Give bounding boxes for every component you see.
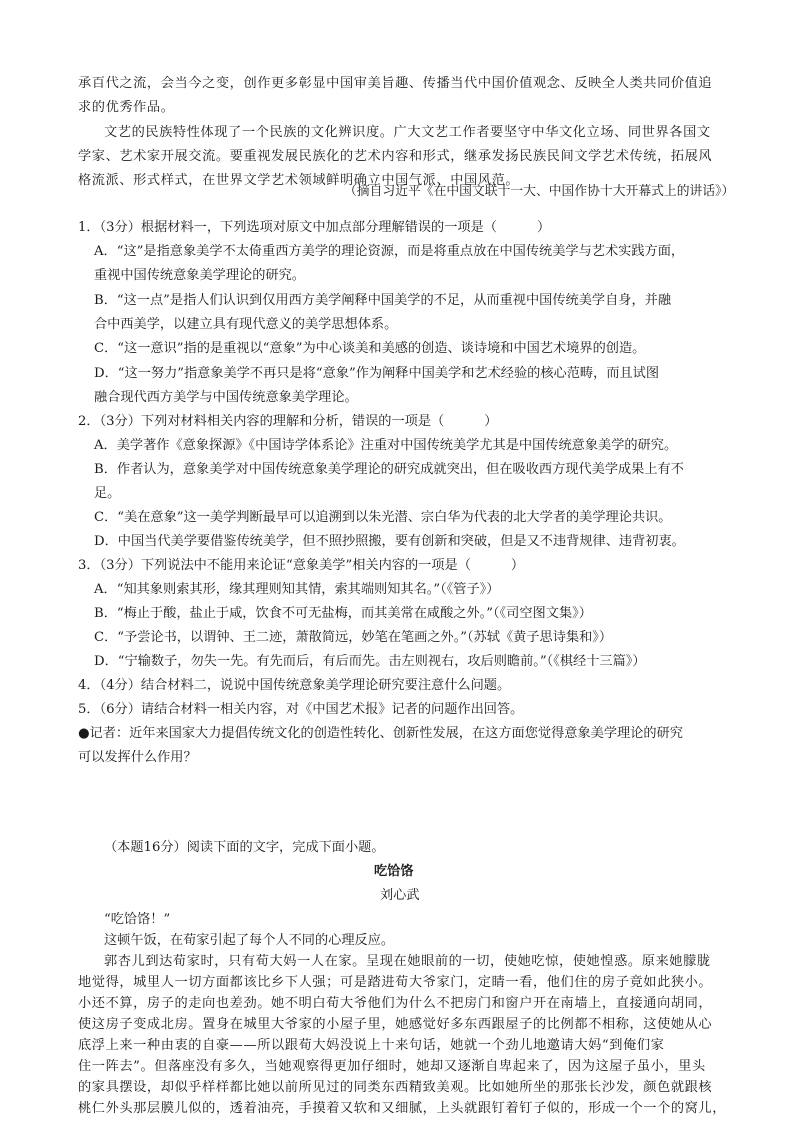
question-1: 1．（3分）根据材料一，下列选项对原文中加点部分理解错误的一项是（ ） bbox=[78, 220, 551, 235]
story-line: “吃饸饹！” bbox=[104, 912, 171, 927]
q1-option: D．“这一努力”指意象美学不再只是将“意象”作为阐释中国美学和艺术经验的核心范畴，而且试图 bbox=[94, 366, 660, 381]
story-line: 底浮上来一种由衷的自豪——所以跟荀大妈没说上十来句话，她就一个劲儿地邀请大妈“到俺们家 bbox=[78, 1038, 665, 1053]
q3-option: B．“梅止于酸，盐止于咸，饮食不可无盐梅，而其美常在咸酸之外。”（《司空图文集》） bbox=[94, 606, 592, 621]
source-citation: （摘自习近平《在中国文联十一大、中国作协十大开幕式上的讲话》） bbox=[344, 184, 735, 199]
story-line: 住一阵去”。但落座没有多久，当她观察得更加仔细时，她却又逐渐自卑起来了，因为这屋子虽小，里头 bbox=[78, 1059, 706, 1074]
story-line: 桃仁外头那层膜儿似的，透着油亮，手摸着又软和又细腻，上头就跟钉着钉子似的，形成一个一个的窝儿， bbox=[78, 1101, 727, 1116]
question-4: 4．（4分）结合材料二，说说中国传统意象美学理论研究要注意什么问题。 bbox=[78, 678, 511, 693]
q2-option: A．美学著作《意象探源》《中国诗学体系论》注重对中国传统美学尤其是中国传统意象美学的研究。 bbox=[94, 438, 678, 453]
reporter-question-line: 可以发挥什么作用？ bbox=[78, 750, 197, 765]
reporter-question-line: ●记者：近年来国家大力提倡传统文化的创造性转化、创新性发展，在这方面您觉得意象美学理论的研究 bbox=[78, 726, 683, 741]
q1-option: A．“这”是指意象美学不太倚重西方美学的理论资源，而是将重点放在中国传统美学与艺术实践方面， bbox=[94, 244, 685, 259]
material3-line: 学家、艺术家开展交流。要重视发展民族化的艺术内容和形式，继承发扬民族民间文学艺术传统，拓展风 bbox=[78, 149, 713, 164]
q2-option: D．中国当代美学要借鉴传统美学，但不照抄照搬，要有创新和突破，但是又不违背规律、违背初衷。 bbox=[94, 534, 685, 549]
story-author: 刘心武 bbox=[380, 888, 420, 903]
question-2: 2．（3分）下列对材料相关内容的理解和分析，错误的一项是（ ） bbox=[78, 414, 498, 429]
material3-line: 承百代之流，会当今之变，创作更多彰显中国审美旨趣、传播当代中国价值观念、反映全人类共同价值追 bbox=[78, 76, 713, 91]
story-title: 吃饸饹 bbox=[374, 864, 414, 879]
q1-option: C．“这一意识”指的是重视以“意象”为中心谈美和美感的创造、谈诗境和中国艺术境界的创造。 bbox=[94, 341, 646, 356]
question-3: 3．（3分）下列说法中不能用来论证“意象美学”相关内容的一项是（ ） bbox=[78, 558, 525, 573]
material3-line: 文艺的民族特性体现了一个民族的文化辨识度。广大文艺工作者要坚守中华文化立场、同世界各国文 bbox=[104, 125, 711, 140]
question-5: 5．（6分）请结合材料一相关内容，对《中国艺术报》记者的问题作出回答。 bbox=[78, 702, 524, 717]
reading-intro: （本题16分）阅读下面的文字，完成下面小题。 bbox=[104, 840, 385, 855]
q1-option: 重视中国传统意象美学理论的研究。 bbox=[94, 268, 305, 283]
q3-option: D．“宁输数子，勿失一先。有先而后，有后而先。击左则视右，攻后则瞻前。”（《棋经十三篇》） bbox=[94, 654, 646, 669]
q2-option: 足。 bbox=[94, 486, 121, 501]
story-line: 的家具摆设，却似乎样样都比她以前所见过的同类东西精致美观。比如她所坐的那张长沙发，颜色就跟核 bbox=[78, 1080, 713, 1095]
story-line: 这顿午饭，在荀家引起了每个人不同的心理反应。 bbox=[104, 933, 395, 948]
q2-option: C．“美在意象”这一美学判断最早可以追溯到以朱光潜、宗白华为代表的北大学者的美学理论共识。 bbox=[94, 510, 672, 525]
q3-option: C．“予尝论书，以谓钟、王二迹，萧散简远，妙笔在笔画之外。”（苏轼《黄子思诗集和》） bbox=[94, 630, 613, 645]
q1-option: B．“这一点”是指人们认识到仅用西方美学阐释中国美学的不足，从而重视中国传统美学自身，并融 bbox=[94, 293, 672, 308]
material3-line: 求的优秀作品。 bbox=[78, 100, 175, 115]
q1-option: 合中西美学，以建立具有现代意义的美学思想体系。 bbox=[94, 317, 398, 332]
material3-line: 格流派、形式样式，在世界文学艺术领域鲜明确立中国气派、中国风范。 bbox=[78, 173, 520, 188]
q2-option: B．作者认为，意象美学对中国传统意象美学理论的研究成就突出，但在吸收西方现代美学成果上有不 bbox=[94, 462, 684, 477]
story-line: 郭杏儿到达荀家时，只有荀大妈一人在家。呈现在她眼前的一切，使她吃惊，使她惶惑。原来她朦胧 bbox=[104, 954, 711, 969]
story-line: 地觉得，城里人一切方面都该比乡下人强；可是踏进荀大爷家门，定睛一看，他们住的房子竟如此狭小。 bbox=[78, 975, 713, 990]
q3-option: A．“知其象则索其形，缘其理则知其情，索其端则知其名。”（《管子》） bbox=[94, 582, 500, 597]
q1-option: 融合现代西方美学与中国传统意象美学理论。 bbox=[94, 390, 358, 405]
story-line: 小还不算，房子的走向也差劲。她不明白荀大爷他们为什么不把房门和窗户开在南墙上，直接通向胡同， bbox=[78, 996, 713, 1011]
story-line: 使这房子变成北房。置身在城里大爷家的小屋子里，她感觉好多东西跟屋子的比例都不相称，这使她从心 bbox=[78, 1017, 713, 1032]
